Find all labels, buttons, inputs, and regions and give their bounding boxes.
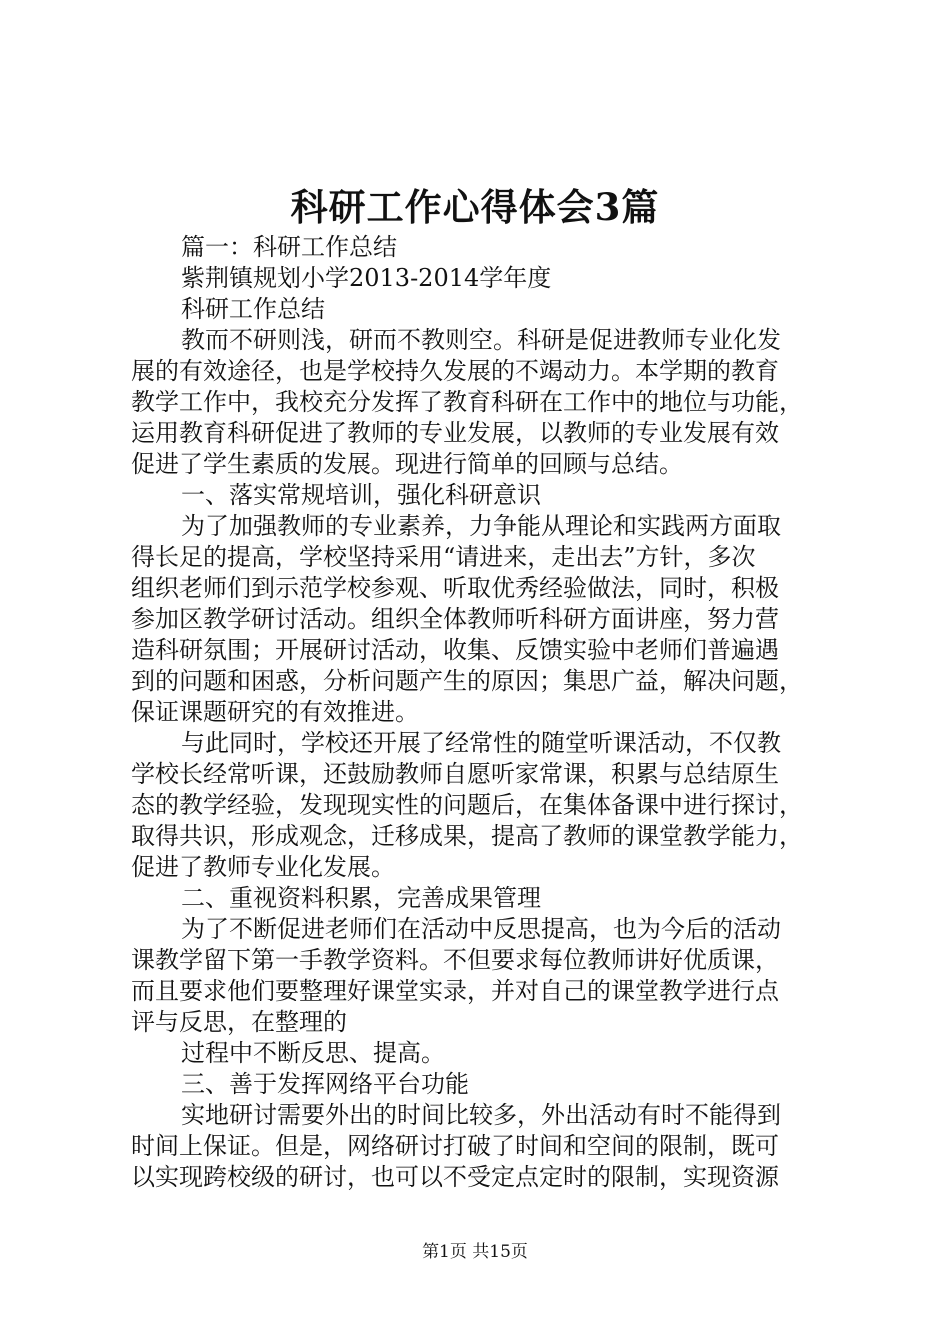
document-title: 科研工作心得体会3篇	[290, 185, 660, 229]
body-line: 过程中不断反思、提高。	[181, 1039, 445, 1067]
body-line: 学校长经常听课，还鼓励教师自愿听家常课，积累与总结原生	[131, 760, 779, 788]
body-line: 二、重视资料积累，完善成果管理	[181, 884, 541, 912]
body-line: 时间上保证。但是，网络研讨打破了时间和空间的限制，既可	[131, 1132, 779, 1160]
body-line: 三、善于发挥网络平台功能	[181, 1070, 469, 1098]
document-body	[131, 232, 831, 1193]
body-line: 紫荆镇规划小学2013-2014学年度	[181, 264, 552, 292]
body-line: 以实现跨校级的研讨，也可以不受定点定时的限制，实现资源	[131, 1163, 779, 1191]
body-line: 造科研氛围；开展研讨活动，收集、反馈实验中老师们普遍遇	[131, 636, 779, 664]
body-line: 教而不研则浅，研而不教则空。科研是促进教师专业化发	[181, 326, 781, 354]
page-total: 共15页	[472, 1242, 528, 1262]
body-line: 课教学留下第一手教学资料。不但要求每位教师讲好优质课，	[131, 946, 779, 974]
body-line: 为了不断促进老师们在活动中反思提高，也为今后的活动	[181, 915, 781, 943]
body-line: 展的有效途径，也是学校持久发展的不竭动力。本学期的教育	[131, 357, 779, 385]
body-line: 组织老师们到示范学校参观、听取优秀经验做法，同时，积极	[131, 574, 779, 602]
body-line: 而且要求他们要整理好课堂实录，并对自己的课堂教学进行点	[131, 977, 779, 1005]
body-line: 实地研讨需要外出的时间比较多，外出活动有时不能得到	[181, 1101, 781, 1129]
body-line: 教学工作中，我校充分发挥了教育科研在工作中的地位与功能，	[131, 388, 803, 416]
body-line: 取得共识，形成观念，迁移成果，提高了教师的课堂教学能力，	[131, 822, 803, 850]
page-footer	[0, 1240, 950, 1264]
body-line: 得长足的提高，学校坚持采用“请进来，走出去”方针，多次	[131, 543, 756, 571]
body-line: 评与反思，在整理的	[131, 1008, 347, 1036]
body-line: 促进了教师专业化发展。	[131, 853, 395, 881]
body-line: 科研工作总结	[181, 295, 325, 323]
body-line: 参加区教学研讨活动。组织全体教师听科研方面讲座，努力营	[131, 605, 779, 633]
body-line: 运用教育科研促进了教师的专业发展，以教师的专业发展有效	[131, 419, 779, 447]
body-line: 与此同时，学校还开展了经常性的随堂听课活动，不仅教	[181, 729, 781, 757]
body-line: 篇一：科研工作总结	[181, 233, 397, 261]
body-line: 促进了学生素质的发展。现进行简单的回顾与总结。	[131, 450, 683, 478]
body-line: 态的教学经验，发现现实性的问题后，在集体备课中进行探讨，	[131, 791, 803, 819]
body-line: 保证课题研究的有效推进。	[131, 698, 419, 726]
body-line: 一、落实常规培训，强化科研意识	[181, 481, 541, 509]
body-line: 为了加强教师的专业素养，力争能从理论和实践两方面取	[181, 512, 781, 540]
body-line: 到的问题和困惑，分析问题产生的原因；集思广益，解决问题，	[131, 667, 803, 695]
page-number: 第1页	[422, 1242, 467, 1262]
